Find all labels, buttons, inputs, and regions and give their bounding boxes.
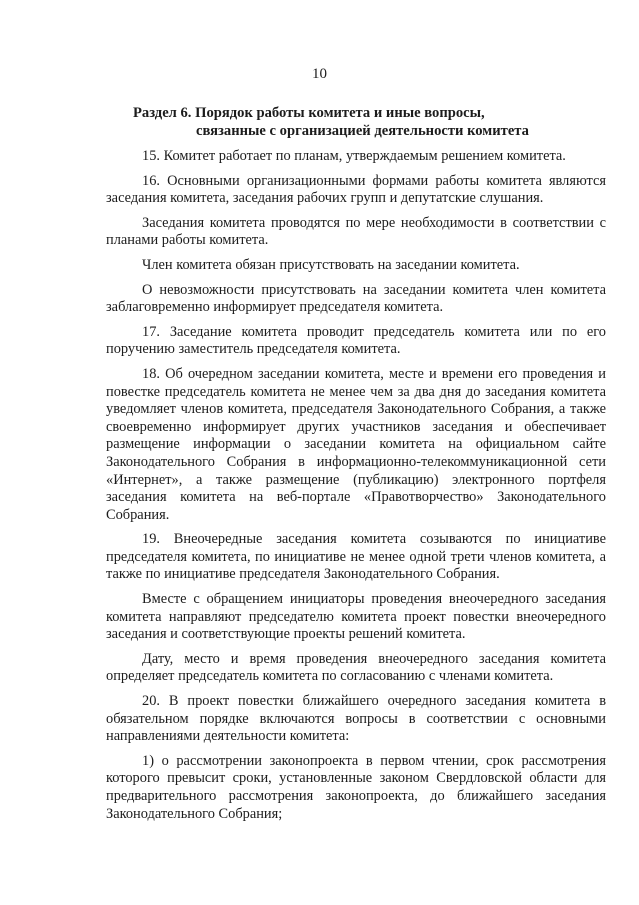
paragraph-19-date: Дату, место и время проведения внеочередного заседания комитета определяет председатель комитета по согласованию с членами комитета. bbox=[106, 650, 606, 685]
paragraph-20-item-1: 1) о рассмотрении законопроекта в первом чтении, срок рассмотрения которого превысит сроки, установленные законом Свердловской области для предварительного рассмотрения законопроекта, до ближайшего заседания Законодательного Собрания; bbox=[106, 752, 606, 822]
paragraph-18: 18. Об очередном заседании комитета, месте и времени его проведения и повестке председатель комитета не менее чем за два дня до заседания комитета уведомляет членов комитета, председателя Законодательного Собрания, а также своевременно информирует других участников заседания и обеспечивает размещение информации о заседании комитета на официальном сайте Законодательного Собрания в информационно-телекоммуникационной сети «Интернет», а также размещение (публикацию) электронного портфеля заседания комитета на веб-портале «Правотворчество» Законодательного Собрания. bbox=[106, 365, 606, 523]
paragraph-17: 17. Заседание комитета проводит председатель комитета или по его поручению заместитель председателя комитета. bbox=[106, 323, 606, 358]
page-number: 10 bbox=[312, 66, 327, 82]
document-body bbox=[106, 148, 606, 830]
paragraph-20: 20. В проект повестки ближайшего очередного заседания комитета в обязательном порядке включаются вопросы в соответствии с основными направлениями деятельности комитета: bbox=[106, 693, 606, 745]
paragraph-16-absence: О невозможности присутствовать на заседании комитета член комитета заблаговременно информирует председателя комитета. bbox=[106, 281, 606, 316]
section-heading-line-2: связанные с организацией деятельности комитета bbox=[196, 123, 529, 139]
section-heading bbox=[133, 104, 603, 140]
paragraph-16: 16. Основными организационными формами работы комитета являются заседания комитета, заседания рабочих групп и депутатские слушания. bbox=[106, 172, 606, 207]
paragraph-15: 15. Комитет работает по планам, утверждаемым решением комитета. bbox=[142, 148, 566, 164]
paragraph-16-meetings: Заседания комитета проводятся по мере необходимости в соответствии с планами работы комитета. bbox=[106, 214, 606, 249]
paragraph-16-attendance: Член комитета обязан присутствовать на заседании комитета. bbox=[142, 256, 520, 273]
section-heading-line-1: Раздел 6. Порядок работы комитета и иные вопросы, bbox=[133, 105, 485, 121]
paragraph-19: 19. Внеочередные заседания комитета созываются по инициативе председателя комитета, по инициативе не менее одной трети членов комитета, а также по инициативе председателя Законодательного Собрания. bbox=[106, 531, 606, 583]
paragraph-19-initiators: Вместе с обращением инициаторы проведения внеочередного заседания комитета направляют председателю комитета проект повестки внеочередного заседания и соответствующие проекты решений комитета. bbox=[106, 591, 606, 643]
